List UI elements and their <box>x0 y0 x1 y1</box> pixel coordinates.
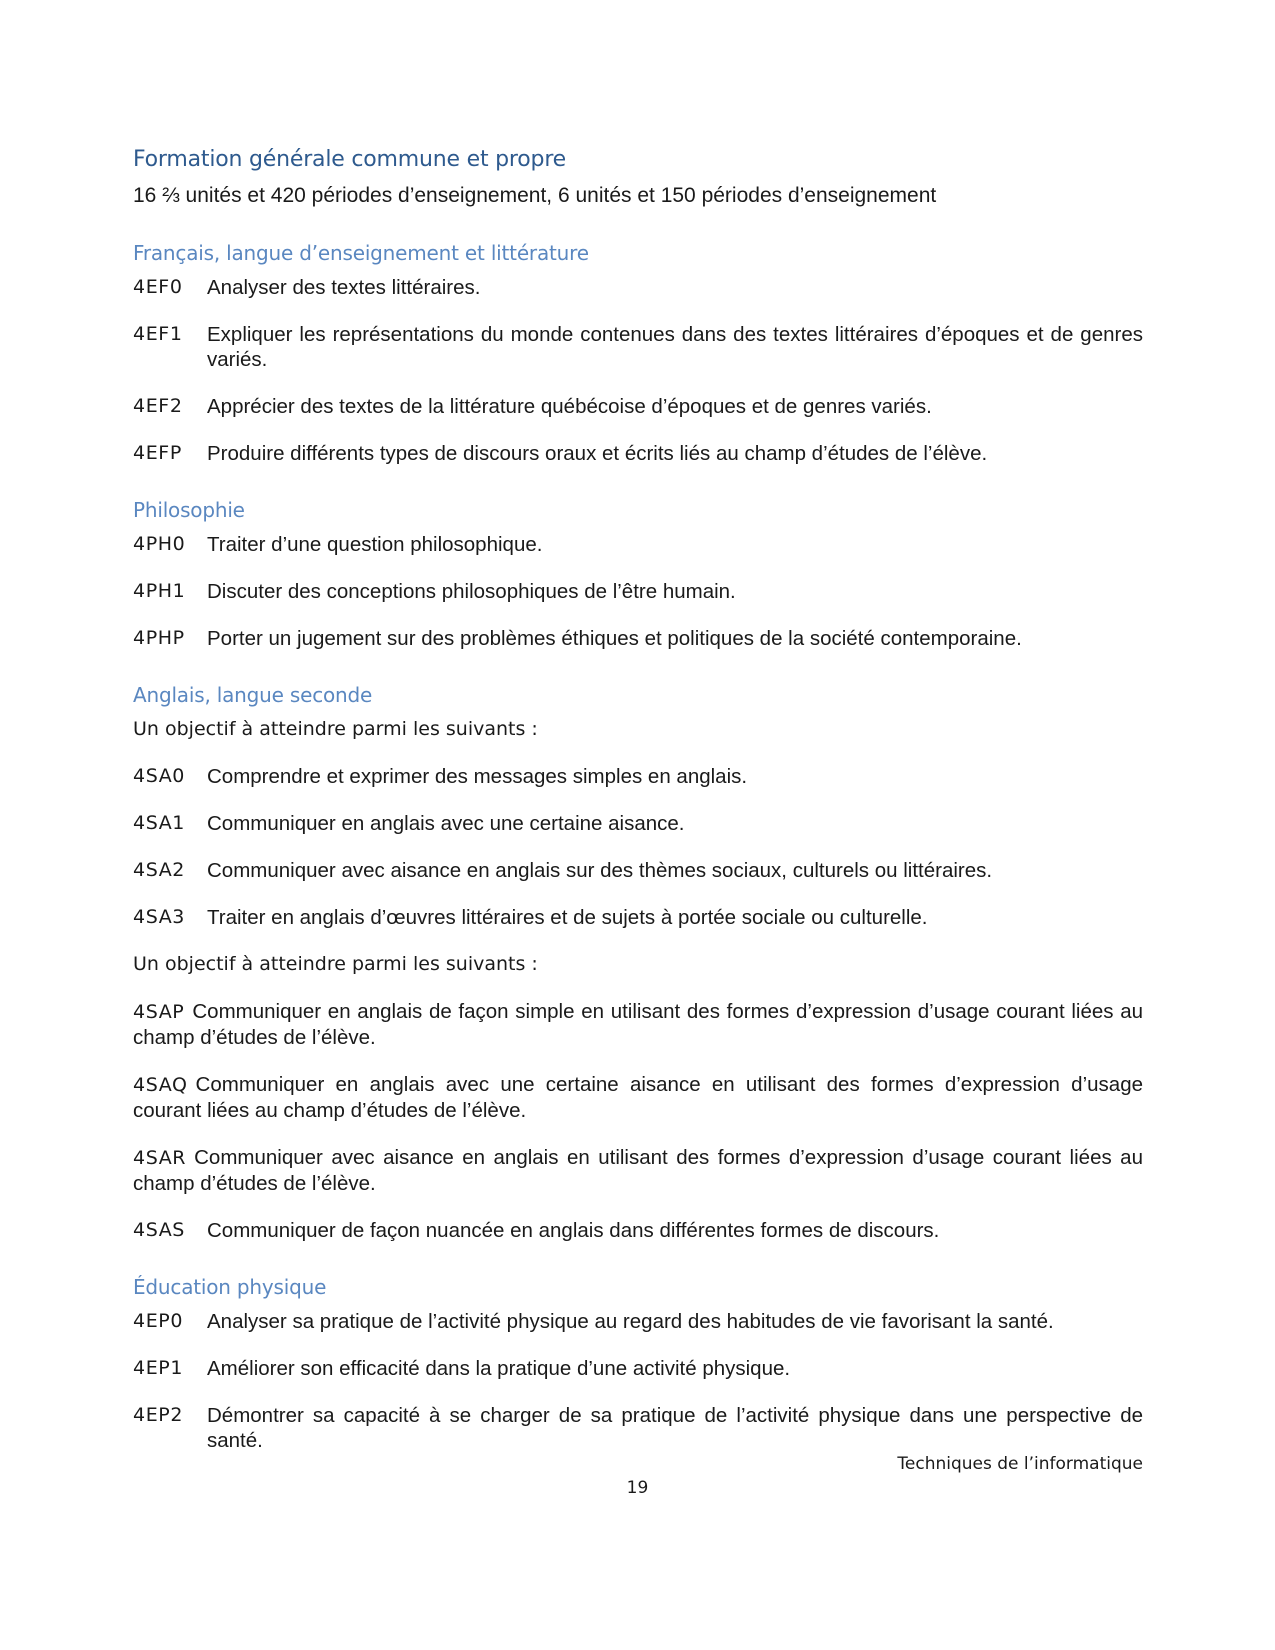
objective-text: Traiter d’une question philosophique. <box>207 533 543 556</box>
objective-text: Communiquer en anglais avec une certaine aisance en utilisant des formes d’expression d’usage courant liées au champ d’études de l’élève. <box>133 1073 1143 1122</box>
objective-item <box>133 579 1143 604</box>
objective-text: Communiquer avec aisance en anglais sur des thèmes sociaux, culturels ou littéraires. <box>207 859 993 882</box>
objective-item <box>133 905 1143 930</box>
objective-item <box>133 811 1143 836</box>
objective-text: Analyser sa pratique de l’activité physique au regard des habitudes de vie favorisant la santé. <box>207 1310 1054 1333</box>
objective-code: 4PHP <box>133 627 185 649</box>
section-heading-education-physique: Éducation physique <box>133 1275 327 1299</box>
section-heading-philosophie: Philosophie <box>133 498 245 522</box>
objective-text: Améliorer son efficacité dans la pratique d’une activité physique. <box>207 1357 791 1380</box>
objective-text: Comprendre et exprimer des messages simples en anglais. <box>207 765 748 788</box>
choice-intro: Un objectif à atteindre parmi les suivants : <box>133 718 538 740</box>
objective-code: 4EFP <box>133 442 182 464</box>
objective-code: 4SA3 <box>133 906 185 928</box>
objective-item <box>133 322 1143 372</box>
objective-item <box>133 1218 1143 1243</box>
document-page <box>133 145 1143 1453</box>
section-heading-anglais: Anglais, langue seconde <box>133 683 373 707</box>
objective-code: 4SAP <box>133 1001 185 1023</box>
objective-code: 4EP1 <box>133 1357 184 1379</box>
objective-code: 4SAS <box>133 1219 185 1241</box>
objective-code: 4EF1 <box>133 323 183 345</box>
objective-text: Communiquer de façon nuancée en anglais dans différentes formes de discours. <box>207 1219 940 1242</box>
footer-program-name: Techniques de l’informatique <box>897 1454 1143 1474</box>
objective-item <box>133 999 1143 1050</box>
objective-text: Communiquer en anglais de façon simple en utilisant des formes d’expression d’usage courant liées au champ d’études de l’élève. <box>133 1000 1143 1049</box>
objective-list-francais <box>133 275 1143 466</box>
objective-code: 4SAR <box>133 1147 187 1169</box>
page-number: 19 <box>626 1478 649 1498</box>
objective-item <box>133 441 1143 466</box>
objective-code: 4SA0 <box>133 765 185 787</box>
objective-item <box>133 1072 1143 1123</box>
objective-code: 4EF0 <box>133 276 183 298</box>
objective-list-philosophie <box>133 532 1143 651</box>
objective-text: Apprécier des textes de la littérature québécoise d’époques et de genres variés. <box>207 395 932 418</box>
objective-item <box>133 858 1143 883</box>
objective-code: 4PH1 <box>133 580 186 602</box>
objective-code: 4EF2 <box>133 395 183 417</box>
page-title: Formation générale commune et propre <box>133 147 567 172</box>
section-heading-francais: Français, langue d’enseignement et littérature <box>133 241 589 265</box>
objective-text: Produire différents types de discours oraux et écrits liés au champ d’études de l’élève. <box>207 442 988 465</box>
objective-item <box>133 1403 1143 1453</box>
objective-item <box>133 1145 1143 1196</box>
objective-item <box>133 626 1143 651</box>
objective-code: 4SA2 <box>133 859 185 881</box>
objective-list-anglais-2 <box>133 999 1143 1243</box>
objective-text: Traiter en anglais d’œuvres littéraires et de sujets à portée sociale ou culturelle. <box>207 906 928 929</box>
objective-text: Communiquer avec aisance en anglais en utilisant des formes d’expression d’usage courant liées au champ d’études de l’élève. <box>133 1146 1143 1195</box>
choice-intro: Un objectif à atteindre parmi les suivants : <box>133 953 538 975</box>
objective-list-education-physique <box>133 1309 1143 1453</box>
objective-text: Porter un jugement sur des problèmes éthiques et politiques de la société contemporaine. <box>207 627 1022 650</box>
objective-item <box>133 394 1143 419</box>
objective-text: Analyser des textes littéraires. <box>207 276 481 299</box>
objective-text: Discuter des conceptions philosophiques de l’être humain. <box>207 580 736 603</box>
objective-list-anglais-1 <box>133 764 1143 930</box>
objective-code: 4SA1 <box>133 812 185 834</box>
objective-item <box>133 1309 1143 1334</box>
page-subtitle: 16 ⅔ unités et 420 périodes d’enseignement, 6 unités et 150 périodes d’enseignement <box>133 184 937 207</box>
objective-code: 4EP2 <box>133 1404 184 1426</box>
objective-item <box>133 1356 1143 1381</box>
objective-text: Expliquer les représentations du monde contenues dans des textes littéraires d’époques et de genres variés. <box>207 323 1143 371</box>
objective-item <box>133 764 1143 789</box>
objective-code: 4SAQ <box>133 1074 188 1096</box>
objective-item <box>133 532 1143 557</box>
objective-code: 4PH0 <box>133 533 186 555</box>
objective-text: Communiquer en anglais avec une certaine aisance. <box>207 812 685 835</box>
objective-text: Démontrer sa capacité à se charger de sa pratique de l’activité physique dans une perspective de santé. <box>207 1404 1143 1452</box>
objective-item <box>133 275 1143 300</box>
objective-code: 4EP0 <box>133 1310 184 1332</box>
